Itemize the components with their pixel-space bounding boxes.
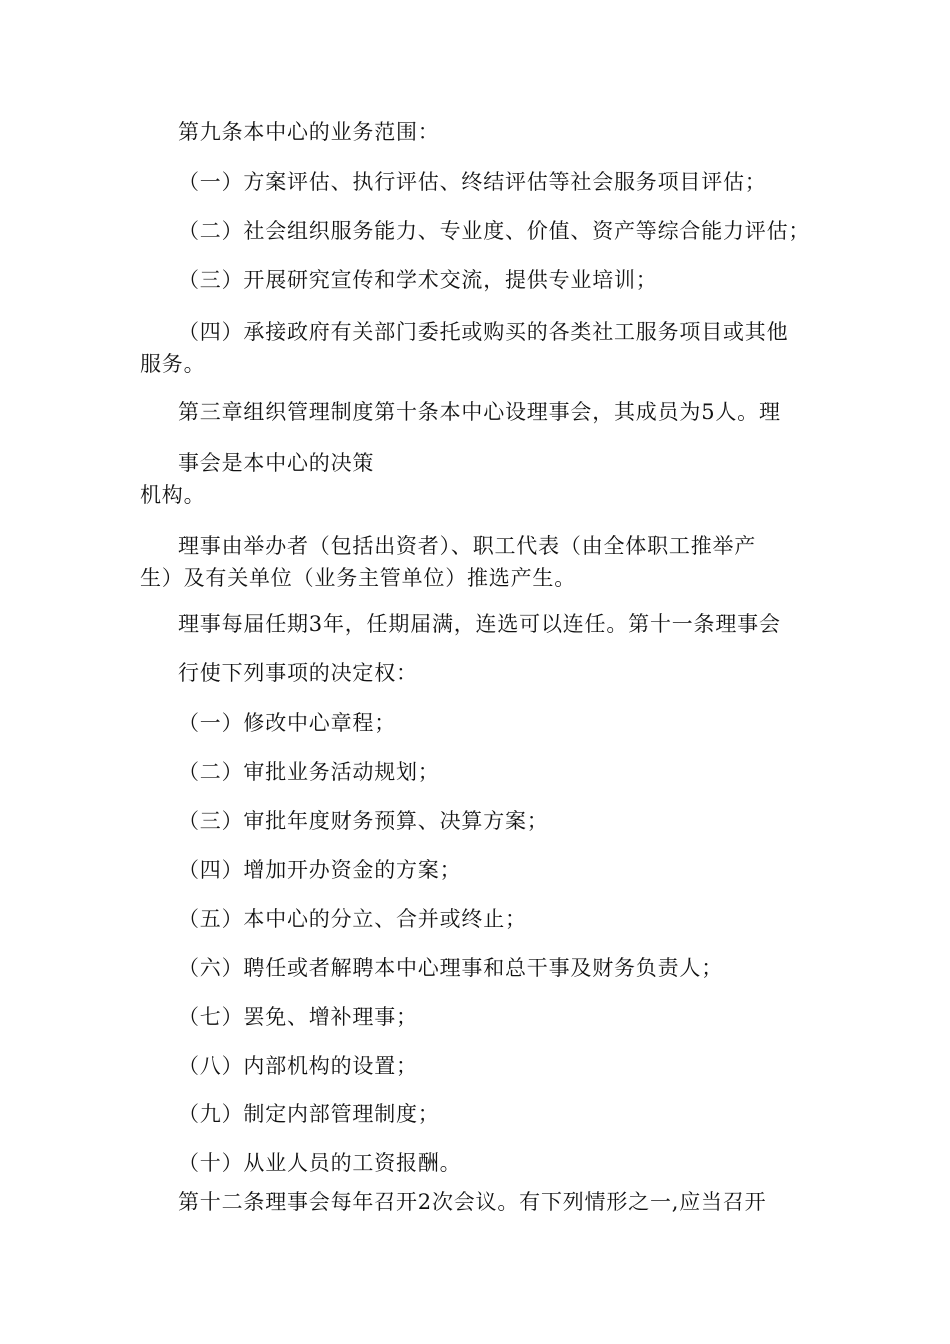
scope-item-2: （二）社会组织服务能力、专业度、价值、资产等综合能力评估； (178, 219, 811, 243)
article-9-heading: 第九条本中心的业务范围： (178, 120, 440, 144)
scope-item-3: （三）开展研究宣传和学术交流，提供专业培训； (178, 268, 658, 292)
power-item-6: （六）聘任或者解聘本中心理事和总干事及财务负责人； (178, 956, 723, 980)
power-item-4: （四）增加开办资金的方案； (178, 858, 462, 882)
power-item-1: （一）修改中心章程； (178, 711, 396, 735)
power-item-9: （九）制定内部管理制度； (178, 1102, 440, 1126)
power-item-8: （八）内部机构的设置； (178, 1054, 418, 1078)
power-item-3: （三）审批年度财务预算、决算方案； (178, 809, 549, 833)
directors-term-article-11: 理事每届任期3年，任期届满，连选可以连任。第十一条理事会 (178, 612, 781, 636)
power-item-7: （七）罢免、增补理事； (178, 1005, 418, 1029)
power-item-5: （五）本中心的分立、合并或终止； (178, 907, 527, 931)
article-12: 第十二条理事会每年召开2次会议。有下列情形之一,应当召开 (178, 1190, 767, 1214)
power-item-10: （十）从业人员的工资报酬。 (178, 1151, 462, 1175)
power-item-2: （二）审批业务活动规划； (178, 760, 440, 784)
scope-item-1: （一）方案评估、执行评估、终结评估等社会服务项目评估； (178, 170, 767, 194)
scope-item-4-continued: 服务。 (140, 352, 206, 376)
article-11-continued: 行使下列事项的决定权： (178, 661, 418, 685)
scope-item-4: （四）承接政府有关部门委托或购买的各类社工服务项目或其他 (178, 320, 789, 344)
article-10-end: 机构。 (140, 483, 206, 507)
article-10-continued: 事会是本中心的决策 (178, 451, 375, 475)
chapter-3-article-10: 第三章组织管理制度第十条本中心设理事会，其成员为5人。理 (178, 400, 781, 424)
directors-selection-continued: 生）及有关单位（业务主管单位）推选产生。 (140, 566, 576, 590)
directors-selection: 理事由举办者（包括出资者）、职工代表（由全体职工推举产 (178, 534, 757, 558)
